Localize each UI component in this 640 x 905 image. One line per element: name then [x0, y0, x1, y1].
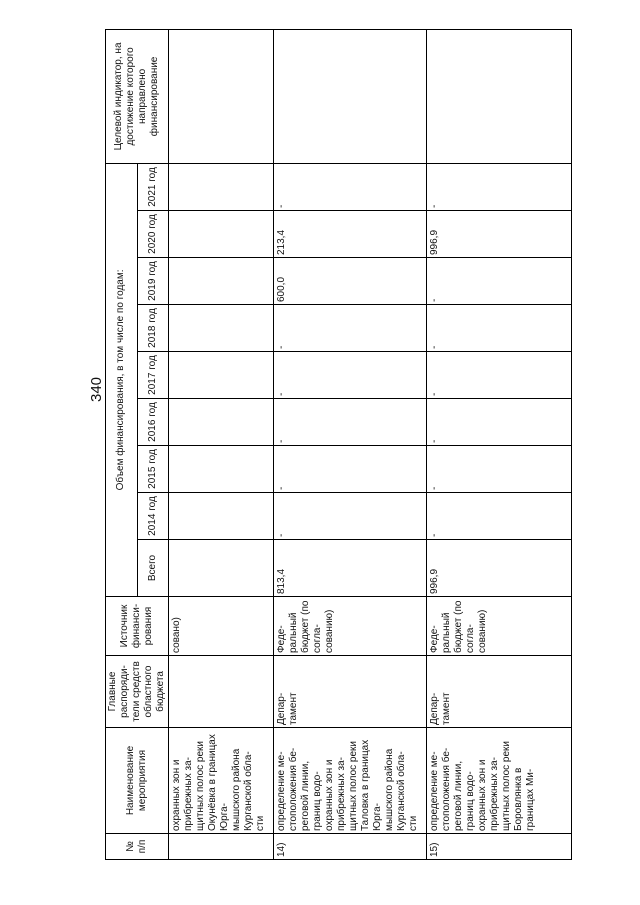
table-row [274, 29, 427, 859]
header-volume: Объем финансирования, в том числе по годам: [106, 163, 138, 596]
header-num: № п/п [106, 834, 169, 860]
row-name: определение ме- стоположения бе- реговой линии, границ водо- охранных зон и прибрежных за- щитных полос реки Таловка в границах Юрга- мышского района Курганской обла- сти [274, 728, 427, 834]
header-year-2016: 2016 год [137, 399, 169, 446]
row-year-2017 [169, 352, 274, 399]
header-total: Всего [137, 540, 169, 597]
header-indicator: Целевой индикатор, на достижение которого направлено финансирование [106, 29, 169, 163]
row-year-2014: - [427, 493, 572, 540]
row-year-2017: - [274, 352, 427, 399]
header-year-2020: 2020 год [137, 211, 169, 258]
header-source: Источник финанси- рования [106, 597, 169, 656]
row-year-2018 [169, 305, 274, 352]
row-year-2014: - [274, 493, 427, 540]
financing-table [105, 29, 572, 860]
row-year-2016 [169, 399, 274, 446]
row-year-2021: - [427, 163, 572, 210]
row-year-2016: - [274, 399, 427, 446]
row-num [169, 834, 274, 860]
header-year-2021: 2021 год [137, 163, 169, 210]
row-total [169, 540, 274, 597]
row-year-2020: 213,4 [274, 211, 427, 258]
row-num: 15) [427, 834, 572, 860]
header-year-2018: 2018 год [137, 305, 169, 352]
row-manager [169, 656, 274, 728]
header-year-2017: 2017 год [137, 352, 169, 399]
row-year-2015: - [274, 446, 427, 493]
row-indicator [427, 29, 572, 163]
row-year-2016: - [427, 399, 572, 446]
row-source: Феде- ральный бюджет (по согла- сованию) [427, 597, 572, 656]
page-number: 340 [88, 376, 105, 402]
row-year-2019: - [427, 258, 572, 305]
row-year-2021: - [274, 163, 427, 210]
row-year-2018: - [427, 305, 572, 352]
financing-table-container [105, 30, 536, 860]
row-num: 14) [274, 834, 427, 860]
row-source: Феде- ральный бюджет (по согла- сованию) [274, 597, 427, 656]
row-indicator [274, 29, 427, 163]
row-year-2019 [169, 258, 274, 305]
row-name: определение ме- стоположения бе- реговой линии, границ водо- охранных зон и прибрежных за- щитных полос реки Боровлянка в границах Ми- [427, 728, 572, 834]
row-year-2020: 996,9 [427, 211, 572, 258]
table-row [169, 29, 274, 859]
row-manager: Депар- тамент [427, 656, 572, 728]
row-total: 996,9 [427, 540, 572, 597]
header-year-2015: 2015 год [137, 446, 169, 493]
header-year-2014: 2014 год [137, 493, 169, 540]
row-year-2019: 600,0 [274, 258, 427, 305]
row-year-2020 [169, 211, 274, 258]
header-name: Наименование мероприятия [106, 728, 169, 834]
row-year-2015 [169, 446, 274, 493]
row-source: совано) [169, 597, 274, 656]
header-year-2019: 2019 год [137, 258, 169, 305]
row-year-2014 [169, 493, 274, 540]
row-manager: Депар- тамент [274, 656, 427, 728]
row-indicator [169, 29, 274, 163]
row-year-2015: - [427, 446, 572, 493]
row-name: охранных зон и прибрежных за- щитных полос реки Окунёвка в границах Юрга- мышского района Курганской обла- сти [169, 728, 274, 834]
table-row [427, 29, 572, 859]
row-year-2017: - [427, 352, 572, 399]
row-year-2021 [169, 163, 274, 210]
row-total: 813,4 [274, 540, 427, 597]
header-manager: Главные распоряди- тели средств областного бюджета [106, 656, 169, 728]
row-year-2018: - [274, 305, 427, 352]
